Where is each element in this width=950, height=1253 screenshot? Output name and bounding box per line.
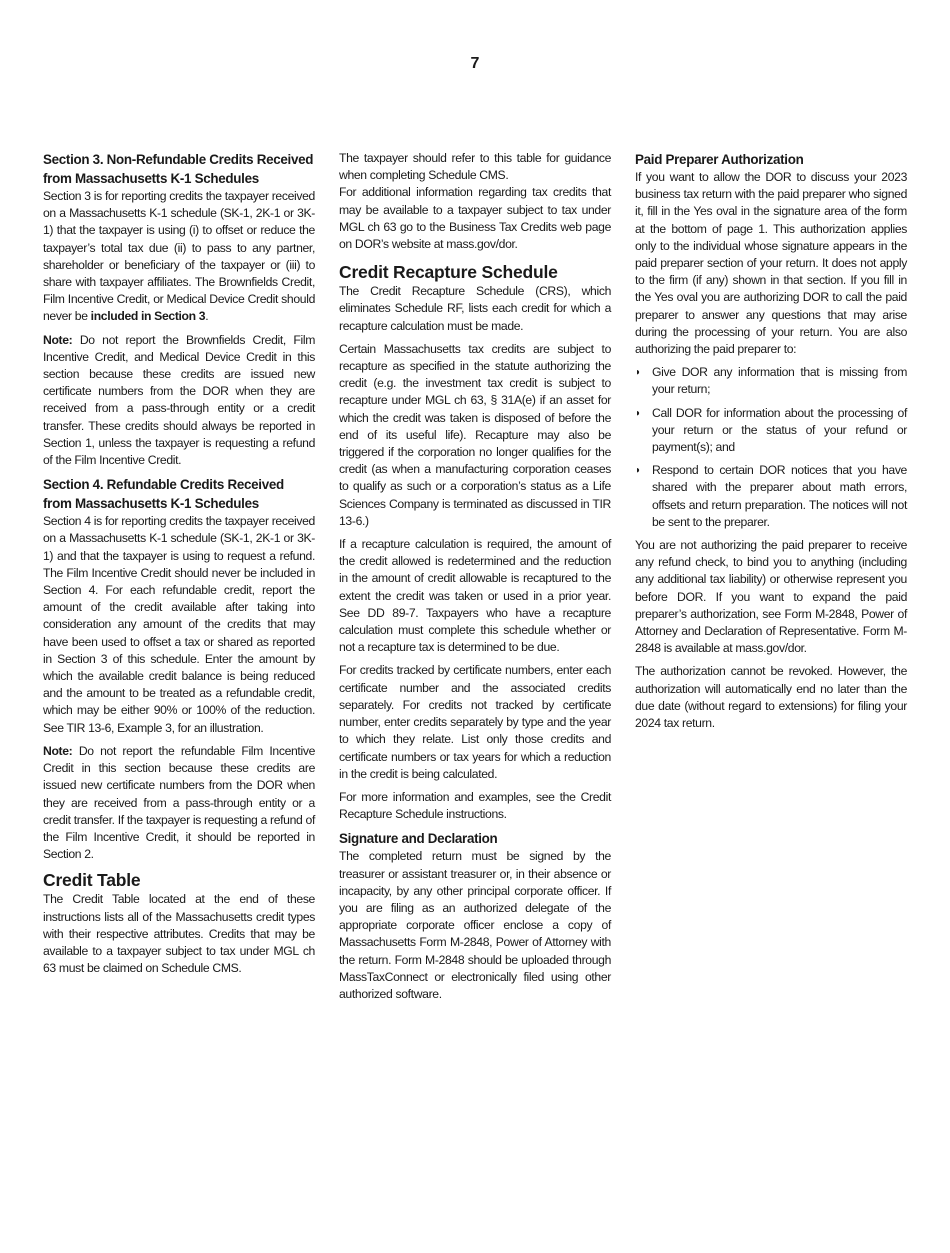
- bullet-icon: ◗: [635, 407, 641, 419]
- list-item: [635, 364, 907, 398]
- column-right: [635, 150, 907, 738]
- column-left: [43, 150, 315, 977]
- credit-table-heading: Credit Table: [43, 870, 141, 891]
- credit-table-body: The Credit Table located at the end of these instructions lists all of the Massachusetts credit types with their respective attributes. Credits that may be available to a taxpayer subject to tax under MGL ch 63 must be claimed on Schedule CMS.: [43, 892, 315, 976]
- recapture-paragraph-4: For credits tracked by certificate numbers, enter each certificate number and the associated credits separately. For credits not tracked by certificate number, enter credits separately by type and the year to which they relate. List only those credits and certificate numbers or tax years for which a reduction in the credit is being calculated.: [339, 663, 611, 781]
- column-middle: [339, 150, 611, 1003]
- credit-recapture-heading: Credit Recapture Schedule: [339, 262, 558, 283]
- recapture-paragraph-1: The Credit Recapture Schedule (CRS), which eliminates Schedule RF, lists each credit for which a recapture calculation must be made.: [339, 284, 611, 333]
- note-label: Note:: [43, 743, 73, 758]
- section3-body: [43, 188, 315, 326]
- note-label: Note:: [43, 332, 73, 347]
- bullet-text: Respond to certain DOR notices that you have shared with the preparer about math errors, offsets and return preparation. The notices will not be sent to the preparer.: [652, 463, 907, 529]
- bullet-text: Give DOR any information that is missing from your return;: [652, 365, 907, 397]
- section3-note: [43, 332, 315, 470]
- section4-heading: Section 4. Refundable Credits Received from Massachusetts K-1 Schedules: [43, 477, 284, 512]
- section4-body: Section 4 is for reporting credits the taxpayer received on a Massachusetts K-1 schedule (SK-1, 2K-1 or 3K-1) and that the taxpayer is using to request a refund. The Film Incentive Credit should never be included in Section 4. For each refundable credit, report the amount of the credit available after taking into consideration any amount of the credits that may have been used to offset a tax or shared as reported in Section 3 of this schedule. Enter the amount by which the available credit balance is being reduced and the amount to be treated as a refundable credit, which may be either 90% or 100% of the reduction. See TIR 13-6, Example 3, for an illustration.: [43, 514, 315, 735]
- intro-paragraph-1: The taxpayer should refer to this table for guidance when completing Schedule CMS.: [339, 151, 611, 183]
- signature-heading: Signature and Declaration: [339, 831, 498, 847]
- preparer-paragraph-3: The authorization cannot be revoked. However, the authorization will automatically end no later than the due date (without regard to extensions) for filing your 2024 tax return.: [635, 664, 907, 731]
- section4-note: [43, 743, 315, 863]
- section3-heading: Section 3. Non-Refundable Credits Received from Massachusetts K-1 Schedules: [43, 152, 314, 186]
- list-item: [635, 405, 907, 457]
- preparer-paragraph-2: You are not authorizing the paid preparer to receive any refund check, to bind you to anything (including any additional tax liability) or otherwise represent you before DOR. If you want to expand the paid preparer’s authorization, see Form M-2848, Power of Attorney and Declaration of Representative. Form M-2848 is available at mass.gov/dor.: [635, 538, 907, 656]
- recapture-paragraph-3: If a recapture calculation is required, the amount of the credit allowed is redetermined and the reduction in the amount of credit allowable is recaptured to the extent the credit was taken or used in a prior year. See DD 89-7. Taxpayers who have a recapture calculation must complete this schedule whether or not a recapture tax is determined to be due.: [339, 537, 611, 655]
- recapture-paragraph-5: For more information and examples, see the Credit Recapture Schedule instructions.: [339, 789, 611, 822]
- signature-body: The completed return must be signed by the treasurer or assistant treasurer or, in their absence or incapacity, by any other principal corporate officer. If you are filing as an authorized delegate of the appropriate corporate officer enclose a copy of Massachusetts Form M-2848, Power of Attorney with the return. Form M-2848 should be uploaded through MassTaxConnect or electronically filed using other authorized software.: [339, 849, 611, 1001]
- bullet-text: Call DOR for information about the processing of your return or the status of your refund or payment(s); and: [652, 405, 907, 455]
- list-item: [635, 462, 907, 531]
- section3-note-text: Do not report the Brownfields Credit, Film Incentive Credit, and Medical Device Credit in this section because these credits are issued new certificate numbers from the DOR when they are received from a pass-through entity or a credit transfer. These credits should always be reported in Section 1, unless the taxpayer is requesting a refund of the Film Incentive Credit.: [43, 332, 315, 468]
- bullet-icon: ◗: [635, 367, 641, 379]
- section3-body-bold: included in Section 3: [90, 309, 206, 324]
- bullet-icon: ◗: [635, 465, 641, 477]
- intro-paragraph-2: For additional information regarding tax credits that may be available to a taxpayer subject to tax under MGL ch 63 go to the Business Tax Credits web page on DOR’s website at mass.gov/dor.: [339, 185, 611, 252]
- section4-note-text: Do not report the refundable Film Incentive Credit in this section because these credits are issued new certificate numbers from the DOR when they are received from a pass-through entity or a credit transfer. If the taxpayer is requesting a refund of the Film Incentive Credit, it should be reported in Section 2.: [43, 743, 315, 862]
- preparer-paragraph-1: If you want to allow the DOR to discuss your 2023 business tax return with the paid preparer who signed it, fill in the Yes oval in the signature area of the form at the bottom of page 1. This authorization applies only to the individual whose signature appears in the paid preparer section of your return. It does not apply to the firm (if any) shown in that section. If you fill in the Yes oval you are authorizing DOR to call the paid preparer to answer any questions that may arise during the processing of your return. You are also authorizing the paid preparer to:: [635, 170, 907, 357]
- section3-body-end: .: [205, 309, 209, 324]
- paid-preparer-heading: Paid Preparer Authorization: [635, 152, 804, 167]
- section3-body-text: Section 3 is for reporting credits the taxpayer received on a Massachusetts K-1 schedule (SK-1, 2K-1 or 3K-1) that the taxpayer is using (i) to offset or reduce the taxpayer’s total tax due (ii) to pass to any partner, shareholder or beneficiary of the taxpayer or (iii) to share with taxpayer affiliates. The Brownfields Credit, Film Incentive Credit, or Medical Device Credit should never be: [43, 189, 315, 324]
- page-number: 7: [470, 55, 480, 72]
- recapture-paragraph-2: Certain Massachusetts tax credits are subject to recapture as specified in the statute authorizing the credit (e.g. the investment tax credit is subject to recapture under MGL ch 63, § 31A(e) if an asset for which the credit was taken is disposed of before the end of its useful life). Recapture may also be triggered if the corporation no longer qualifies for the credit (as when a manufacturing corporation ceases to qualify as such or a corporation’s status as a Life Sciences Company is terminated as discussed in TIR 13-6.): [339, 341, 611, 528]
